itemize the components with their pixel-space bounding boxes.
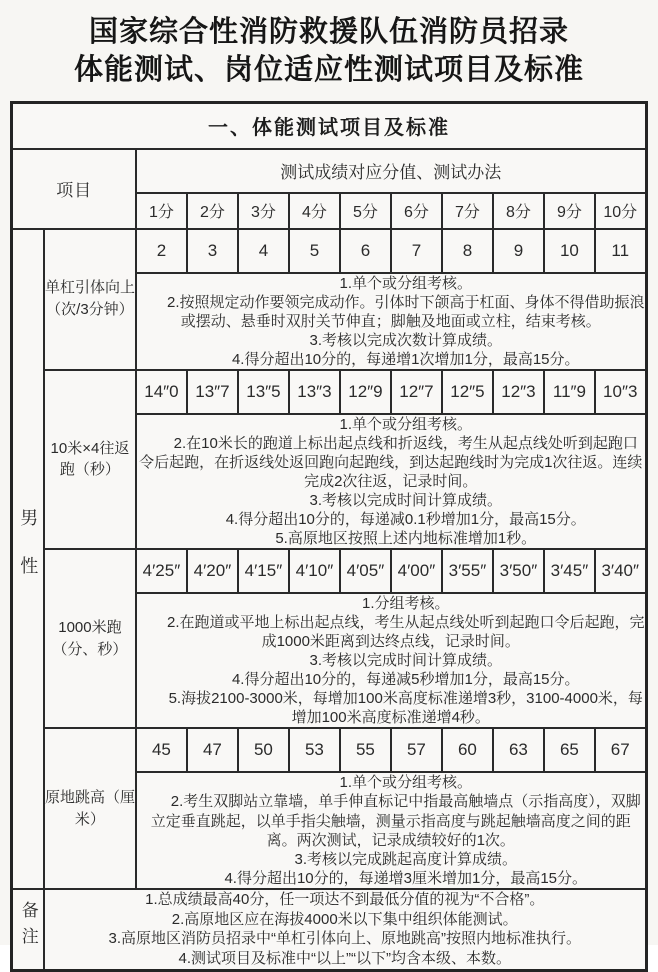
value-cell: 4′15″ (238, 549, 289, 593)
value-cell: 9 (493, 229, 544, 273)
method-step: 4.得分超出10分的，每递增1次增加1分，最高15分。 (231, 350, 580, 368)
value-cell: 4′25″ (136, 549, 187, 593)
method-cell-vertical-jump (136, 772, 646, 888)
score-label: 7分 (442, 193, 493, 229)
value-cell: 3′55″ (442, 549, 493, 593)
value-cell: 14″0 (136, 370, 187, 414)
value-cell: 12″5 (442, 370, 493, 414)
remark-line: 4.测试项目及标准中“以上”“以下”均含本级、本数。 (178, 950, 511, 968)
method-step: 5.高原地区按照上述内地标准增加1秒。 (275, 530, 537, 548)
value-cell: 63 (493, 728, 544, 772)
method-step: 1.单个或分组考核。 (339, 274, 472, 292)
value-cell: 10″3 (595, 370, 646, 414)
method-cell-shuttle-run (136, 414, 646, 549)
test-name-pullup: 单杠引体向上（次/3分钟） (44, 229, 136, 370)
value-cell: 10 (544, 229, 595, 273)
score-label: 8分 (493, 193, 544, 229)
test-name-vertical-jump: 原地跳高（厘米） (44, 728, 136, 888)
value-cell: 3′45″ (544, 549, 595, 593)
score-method-header: 测试成绩对应分值、测试办法 (136, 149, 646, 193)
value-cell: 6 (340, 229, 391, 273)
value-cell: 13″5 (238, 370, 289, 414)
score-label: 10分 (595, 193, 646, 229)
value-cell: 4 (238, 229, 289, 273)
remark-label: 备注 (18, 900, 38, 953)
fitness-standards-table (10, 101, 647, 972)
value-cell: 3′50″ (493, 549, 544, 593)
method-step: 3.考核以完成跳起高度计算成绩。 (294, 850, 517, 868)
value-cell: 67 (595, 728, 646, 772)
score-label: 1分 (136, 193, 187, 229)
value-cell: 3 (187, 229, 238, 273)
method-step: 2.按照规定动作要领完成动作。引体时下颌高于杠面、身体不得借助振浪或摆动、悬垂时双肘关节伸直；脚触及地面或立柱，结束考核。 (166, 293, 645, 330)
score-label: 6分 (391, 193, 442, 229)
method-cell-pullup (136, 273, 646, 370)
score-label: 3分 (238, 193, 289, 229)
method-step: 3.考核以完成时间计算成绩。 (309, 491, 502, 509)
gender-cell (12, 229, 44, 889)
method-step: 4.得分超出10分的，每递增3厘米增加1分，最高15分。 (224, 869, 588, 887)
value-cell: 12″9 (340, 370, 391, 414)
test-name-1000m-run: 1000米跑（分、秒） (44, 549, 136, 728)
remark-line: 3.高原地区消防员招录中“单杠引体向上、原地跳高”按照内地标准执行。 (108, 930, 581, 948)
score-label: 2分 (187, 193, 238, 229)
value-cell: 12″3 (493, 370, 544, 414)
title-line-2: 体能测试、岗位适应性测试项目及标准 (73, 54, 584, 87)
value-cell: 47 (187, 728, 238, 772)
score-label: 9分 (544, 193, 595, 229)
value-cell: 11 (595, 229, 646, 273)
method-step: 2.在10米长的跑道上标出起点线和折返线，考生从起点线处听到起跑口令后起跑，在折返线处返回跑向起跑线，到达起跑线时为完成1次往返。连续完成2次往返，记录时间。 (139, 434, 643, 490)
method-step: 3.考核以完成时间计算成绩。 (309, 652, 502, 670)
value-cell: 60 (442, 728, 493, 772)
remark-line: 2.高原地区应在海拔4000米以下集中组织体能测试。 (171, 910, 518, 928)
gender-label: 男性 (18, 508, 39, 605)
value-cell: 5 (289, 229, 340, 273)
value-cell: 11″9 (544, 370, 595, 414)
method-step: 3.考核以完成次数计算成绩。 (309, 331, 502, 349)
value-cell: 2 (136, 229, 187, 273)
test-name-shuttle-run: 10米×4往返跑（秒） (44, 370, 136, 549)
score-label: 4分 (289, 193, 340, 229)
section-title: 一、体能测试项目及标准 (12, 102, 646, 149)
value-cell: 45 (136, 728, 187, 772)
remark-line: 1.总成绩最高40分，任一项达不到最低分值的视为“不合格”。 (145, 890, 545, 908)
value-cell: 4′00″ (391, 549, 442, 593)
method-step: 1.单个或分组考核。 (339, 774, 472, 792)
value-cell: 7 (391, 229, 442, 273)
value-cell: 4′10″ (289, 549, 340, 593)
value-cell: 55 (340, 728, 391, 772)
value-cell: 3′40″ (595, 549, 646, 593)
value-cell: 4′20″ (187, 549, 238, 593)
value-cell: 50 (238, 728, 289, 772)
method-step: 2.在跑道或平地上标出起点线，考生从起点线处听到起跑口令后起跑，完成1000米距离到达终点线，记录时间。 (166, 614, 645, 651)
method-cell-1000m-run (136, 593, 646, 728)
document-title (0, 0, 658, 90)
value-cell: 53 (289, 728, 340, 772)
method-step: 1.分组考核。 (361, 595, 450, 613)
value-cell: 8 (442, 229, 493, 273)
value-cell: 13″3 (289, 370, 340, 414)
remark-label-cell (12, 889, 44, 971)
remarks-cell (44, 889, 646, 971)
method-step: 5.海拔2100-3000米，每增加100米高度标准递增3秒，3100-4000米，每增加100米高度标准递增4秒。 (168, 690, 643, 727)
value-cell: 13″7 (187, 370, 238, 414)
method-step: 4.得分超出10分的，每递减0.1秒增加1分，最高15分。 (225, 511, 586, 528)
score-label: 5分 (340, 193, 391, 229)
value-cell: 65 (544, 728, 595, 772)
method-step: 2.考生双脚站立靠墙，单手伸直标记中指最高触墙点（示指高度），双脚立定垂直跳起，以单手指尖触墙，测量示指高度与跳起触墙高度之间的距离。两次测试，记录成绩较好的1次。 (150, 793, 641, 849)
value-cell: 12″7 (391, 370, 442, 414)
title-line-1: 国家综合性消防救援队伍消防员招录 (88, 16, 569, 48)
value-cell: 57 (391, 728, 442, 772)
method-step: 1.单个或分组考核。 (339, 415, 472, 433)
value-cell: 4′05″ (340, 549, 391, 593)
method-step: 4.得分超出10分的，每递减5秒增加1分，最高15分。 (231, 671, 580, 689)
item-column-header: 项目 (12, 149, 136, 229)
